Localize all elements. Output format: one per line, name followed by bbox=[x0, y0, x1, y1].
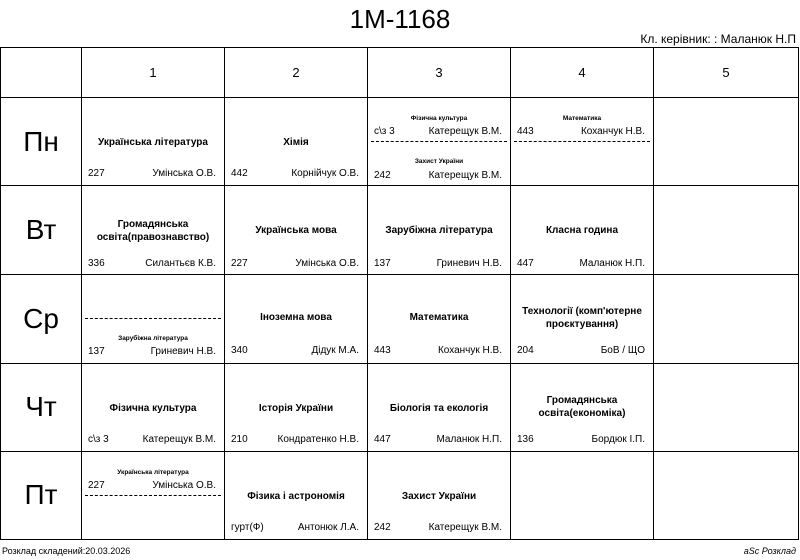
lesson-cell-split bbox=[82, 275, 225, 363]
lesson-room: 227 bbox=[231, 258, 248, 270]
day-label: Чт bbox=[1, 363, 82, 451]
software-credit: aSc Розклад bbox=[743, 546, 796, 556]
lesson-room: 336 bbox=[88, 258, 105, 270]
lesson-teacher: Корнійчук О.В. bbox=[291, 168, 359, 180]
lesson-subject: Фізика і астрономія bbox=[247, 490, 345, 502]
lesson-teacher: Умінська О.В. bbox=[295, 258, 359, 270]
lesson-room: 447 bbox=[374, 433, 391, 445]
empty-cell bbox=[654, 363, 799, 451]
empty-cell bbox=[654, 98, 799, 186]
empty-cell bbox=[654, 186, 799, 275]
lesson-subject: Зарубіжна література bbox=[118, 335, 188, 343]
day-row-tue bbox=[1, 186, 799, 275]
lesson-subject: Математика bbox=[409, 312, 469, 324]
lesson-teacher: Антонюк Л.А. bbox=[297, 521, 359, 533]
lesson-teacher: Силантьєв К.В. bbox=[145, 258, 216, 270]
lesson-teacher: Катерещук В.М. bbox=[428, 170, 502, 182]
lesson-room: 443 bbox=[517, 126, 534, 138]
empty-cell bbox=[654, 275, 799, 363]
lesson-teacher: Гриневич Н.В. bbox=[150, 346, 216, 358]
lesson-cell-split bbox=[82, 451, 225, 539]
lesson-room: 210 bbox=[231, 433, 248, 445]
lesson-teacher: Коханчук Н.В. bbox=[580, 126, 645, 138]
lesson-teacher: Катерещук В.М. bbox=[428, 126, 502, 138]
lesson-teacher: Бордюк І.П. bbox=[591, 433, 645, 445]
lesson-room: 447 bbox=[517, 258, 534, 270]
lesson-cell bbox=[368, 186, 511, 275]
lesson-teacher: Умінська О.В. bbox=[152, 168, 216, 180]
lesson-room: 227 bbox=[88, 168, 105, 180]
day-label: Вт bbox=[1, 186, 82, 275]
lesson-teacher: Маланюк Н.П. bbox=[436, 433, 502, 445]
lesson-subject: Зарубіжна література bbox=[385, 225, 493, 237]
day-label: Ср bbox=[1, 275, 82, 363]
day-label: Пн bbox=[1, 98, 82, 186]
lesson-subject: Хімія bbox=[283, 137, 309, 149]
lesson-subject: Технології (комп'ютерне проєктування) bbox=[522, 306, 642, 331]
lesson-cell bbox=[82, 98, 225, 186]
corner-cell bbox=[1, 48, 82, 98]
lesson-room: 136 bbox=[517, 433, 534, 445]
lesson-room: 227 bbox=[88, 479, 105, 491]
lesson-cell-split bbox=[511, 98, 654, 186]
lesson-subject: Іноземна мова bbox=[260, 312, 332, 324]
lesson-cell bbox=[511, 186, 654, 275]
lesson-room: с\з 3 bbox=[88, 433, 109, 445]
group-divider bbox=[85, 495, 221, 496]
lesson-cell bbox=[511, 363, 654, 451]
lesson-teacher: Катерещук В.М. bbox=[142, 433, 216, 445]
period-3: 3 bbox=[368, 48, 511, 98]
lesson-room: 242 bbox=[374, 521, 391, 533]
period-header-row bbox=[1, 48, 799, 98]
day-row-fri bbox=[1, 451, 799, 539]
lesson-teacher: Кондратенко Н.В. bbox=[277, 433, 359, 445]
group-divider bbox=[85, 318, 221, 319]
lesson-subject: Класна година bbox=[545, 225, 619, 237]
lesson-cell bbox=[82, 186, 225, 275]
lesson-cell bbox=[511, 275, 654, 363]
lesson-cell bbox=[368, 275, 511, 363]
generated-date: Розклад складений:20.03.2026 bbox=[2, 546, 131, 556]
period-5: 5 bbox=[654, 48, 799, 98]
lesson-subject: Захист України bbox=[401, 490, 477, 502]
lesson-subject: Українська література bbox=[117, 468, 189, 476]
lesson-cell bbox=[82, 363, 225, 451]
lesson-cell bbox=[225, 451, 368, 539]
lesson-teacher: Коханчук Н.В. bbox=[437, 345, 502, 357]
lesson-room: 340 bbox=[231, 345, 248, 357]
lesson-teacher: Гриневич Н.В. bbox=[436, 258, 502, 270]
lesson-room: 443 bbox=[374, 345, 391, 357]
lesson-cell bbox=[368, 363, 511, 451]
lesson-subject: Фізична культура bbox=[109, 402, 197, 414]
class-teacher: Кл. керівник: : Маланюк Н.П bbox=[640, 32, 796, 46]
lesson-teacher: Дідук М.А. bbox=[311, 345, 359, 357]
lesson-subject: Українська література bbox=[98, 137, 208, 149]
lesson-subject: Математика bbox=[562, 115, 602, 123]
day-label: Пт bbox=[1, 451, 82, 539]
lesson-subject: Громадянська освіта(правознавство) bbox=[96, 219, 210, 244]
lesson-cell-split bbox=[368, 98, 511, 186]
lesson-subject: Захист України bbox=[414, 158, 464, 166]
lesson-room: 137 bbox=[88, 346, 105, 358]
lesson-teacher: Маланюк Н.П. bbox=[579, 258, 645, 270]
class-title: 1М-1168 bbox=[349, 4, 451, 34]
lesson-room: гурт(Ф) bbox=[231, 521, 264, 533]
empty-cell bbox=[654, 451, 799, 539]
lesson-subject: Історія України bbox=[258, 402, 334, 414]
empty-cell bbox=[511, 451, 654, 539]
period-4: 4 bbox=[511, 48, 654, 98]
lesson-cell bbox=[225, 275, 368, 363]
lesson-subject: Українська мова bbox=[255, 225, 337, 237]
lesson-room: 137 bbox=[374, 258, 391, 270]
day-row-wed bbox=[1, 275, 799, 363]
lesson-cell bbox=[225, 186, 368, 275]
lesson-cell bbox=[368, 451, 511, 539]
lesson-room: 442 bbox=[231, 168, 248, 180]
lesson-subject: Біологія та екологія bbox=[389, 402, 489, 414]
lesson-subject: Фізична культура bbox=[410, 115, 468, 123]
timetable bbox=[0, 47, 799, 540]
period-2: 2 bbox=[225, 48, 368, 98]
lesson-room: 242 bbox=[374, 170, 391, 182]
lesson-teacher: БоВ / ЩО bbox=[600, 345, 645, 357]
group-divider bbox=[514, 141, 650, 142]
lesson-teacher: Умінська О.В. bbox=[152, 479, 216, 491]
lesson-room: с\з 3 bbox=[374, 126, 395, 138]
day-row-thu bbox=[1, 363, 799, 451]
group-divider bbox=[371, 141, 507, 142]
day-row-mon bbox=[1, 98, 799, 186]
lesson-room: 204 bbox=[517, 345, 534, 357]
lesson-teacher: Катерещук В.М. bbox=[428, 521, 502, 533]
lesson-subject: Громадянська освіта(економіка) bbox=[538, 394, 626, 419]
lesson-cell bbox=[225, 98, 368, 186]
period-1: 1 bbox=[82, 48, 225, 98]
lesson-cell bbox=[225, 363, 368, 451]
